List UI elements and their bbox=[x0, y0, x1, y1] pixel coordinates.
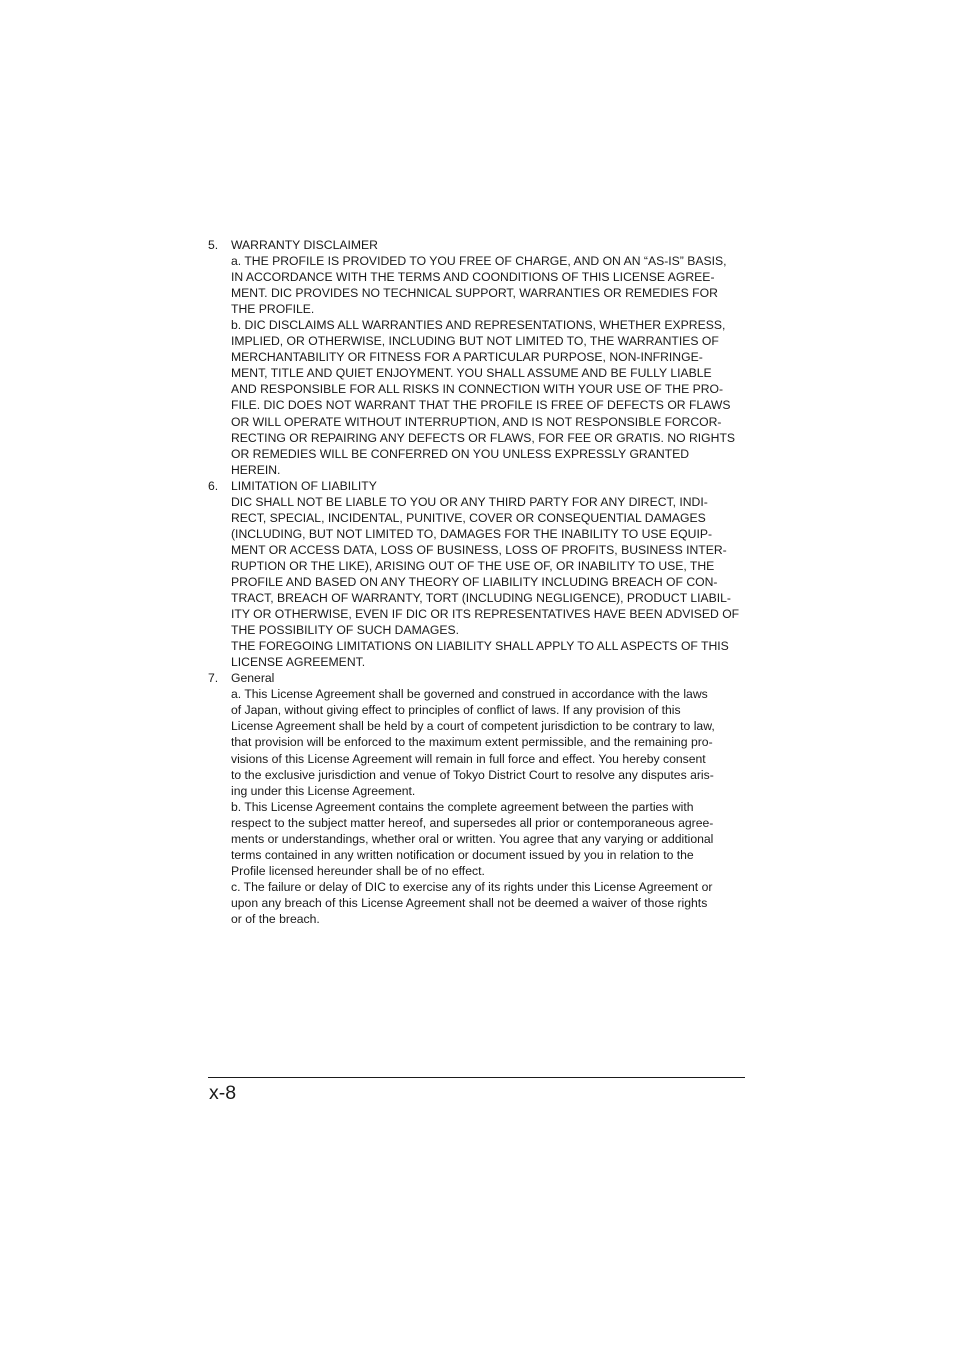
paragraph: b. DIC DISCLAIMS ALL WARRANTIES AND REPRESENTATIONS, WHETHER EXPRESS, IMPLIED, OR OTHERWISE, INCLUDING BUT NOT LIMITED TO, THE WARRANTIES OF MERCHANTABILITY OR FITNESS FOR A PARTICULAR PURPOSE, NON-INFRINGE- MENT, TITLE AND QUIET ENJOYMENT. YOU SHALL ASSUME AND BE FULLY LIABLE AND RESPONSIBLE FOR ALL RISKS IN CONNECTION WITH YOUR USE OF THE PRO- FILE. DIC DOES NOT WARRANT THAT THE PROFILE IS FREE OF DEFECTS OR FLAWS OR WILL OPERATE WITHOUT INTERRUPTION, AND IS NOT RESPONSIBLE FORCOR- RECTING OR REPAIRING ANY DEFECTS OR FLAWS, FOR FEE OR GRATIS. NO RIGHTS OR REMEDIES WILL BE CONFERRED ON YOU UNLESS EXPRESSLY GRANTED HEREIN. bbox=[231, 318, 736, 477]
section-general bbox=[208, 670, 748, 927]
section-number: 7. bbox=[208, 671, 219, 686]
section-title: General bbox=[231, 671, 275, 686]
section-warranty-disclaimer bbox=[208, 237, 748, 478]
paragraph: THE FOREGOING LIMITATIONS ON LIABILITY SHALL APPLY TO ALL ASPECTS OF THIS LICENSE AGREEMENT. bbox=[231, 639, 729, 670]
section-title: LIMITATION OF LIABILITY bbox=[231, 478, 377, 493]
page-number: x-8 bbox=[209, 1082, 237, 1104]
section-number: 6. bbox=[208, 478, 219, 493]
section-number: 5. bbox=[208, 238, 219, 252]
paragraph: DIC SHALL NOT BE LIABLE TO YOU OR ANY THIRD PARTY FOR ANY DIRECT, INDI- RECT, SPECIAL, INCIDENTAL, PUNITIVE, COVER OR CONSEQUENTIAL DAMAGES (INCLUDING, BUT NOT LIMITED TO, DAMAGES FOR THE INABILITY TO USE EQUIP- MENT OR ACCESS DATA, LOSS OF BUSINESS, LOSS OF PROFITS, BUSINESS INTER- RUPTION OR THE LIKE), ARISING OUT OF THE USE OF, OR INABILITY TO USE, THE PROFILE AND BASED ON ANY THEORY OF LIABILITY INCLUDING BREACH OF CON- TRACT, BREACH OF WARRANTY, TORT (INCLUDING NEGLIGENCE), PRODUCT LIABIL- ITY OR OTHERWISE, EVEN IF DIC OR ITS REPRESENTATIVES HAVE BEEN ADVISED OF THE POSSIBILITY OF SUCH DAMAGES. bbox=[231, 494, 740, 638]
paragraph: c. The failure or delay of DIC to exercise any of its rights under this License Agreement or upon any breach of this License Agreement shall not be deemed a waiver of those rights or of the breach. bbox=[231, 879, 713, 926]
section-title: WARRANTY DISCLAIMER bbox=[231, 238, 378, 252]
paragraph: b. This License Agreement contains the complete agreement between the parties with respect to the subject matter hereof, and supersedes all prior or contemporaneous agree- ments or understandings, whether oral or written. You agree that any varying or additional terms contained in any written notification or document issued by you in relation to the Profile licensed hereunder shall be of no effect. bbox=[231, 799, 714, 878]
footer-divider bbox=[208, 1077, 745, 1078]
section-limitation-of-liability bbox=[208, 478, 748, 671]
document-body bbox=[208, 237, 748, 927]
paragraph: a. This License Agreement shall be governed and construed in accordance with the laws of Japan, without giving effect to principles of conflict of laws. If any provision of this License Agreement shall be held by a court of competent jurisdiction to be contrary to law, that provision will be enforced to the maximum extent permissible, and the remaining pro- visions of this License Agreement will remain in full force and effect. You hereby consent to the exclusive jurisdiction and venue of Tokyo District Court to resolve any disputes aris- ing under this License Agreement. bbox=[231, 687, 715, 798]
paragraph: a. THE PROFILE IS PROVIDED TO YOU FREE OF CHARGE, AND ON AN “AS-IS” BASIS, IN ACCORDANCE WITH THE TERMS AND COONDITIONS OF THIS LICENSE AGREE- MENT. DIC PROVIDES NO TECHNICAL SUPPORT, WARRANTIES OR REMEDIES FOR THE PROFILE. bbox=[231, 254, 727, 317]
